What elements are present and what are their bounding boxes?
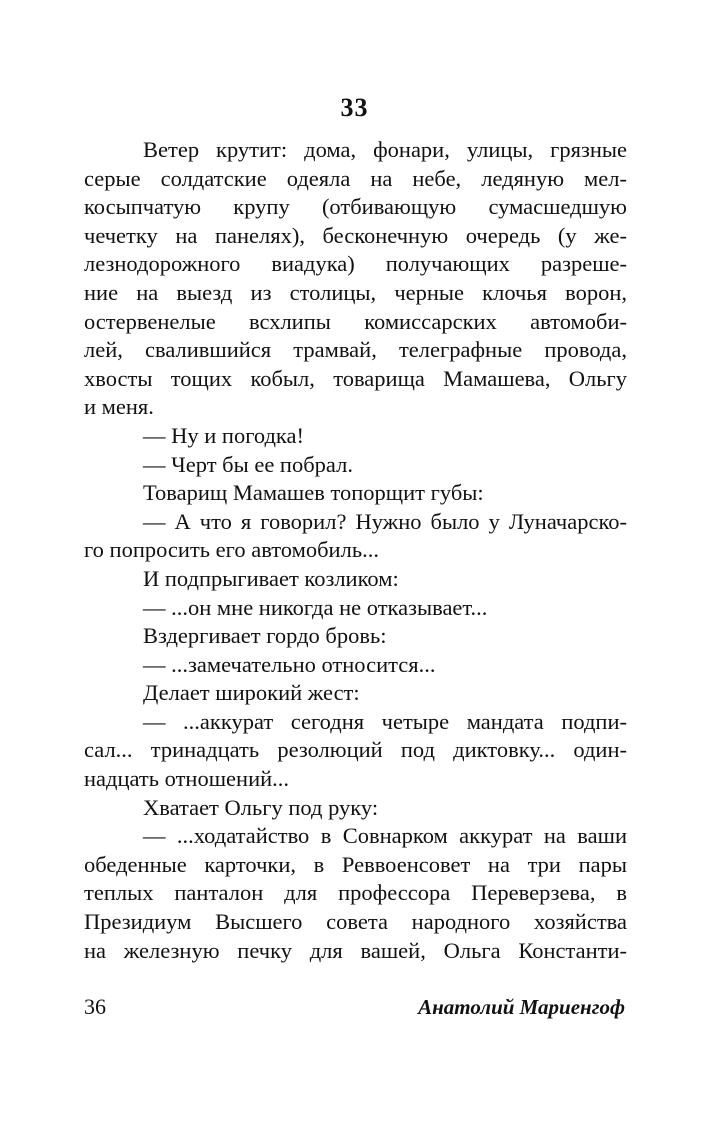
paragraph bbox=[84, 422, 627, 451]
text-line: на железную печку для вашей, Ольга Константи- bbox=[84, 937, 627, 963]
text-line: обеденные карточки, в Реввоенсовет на три пары bbox=[84, 851, 627, 877]
text-line: — ...аккурат сегодня четыре мандата подпи- bbox=[143, 708, 627, 734]
text-line: Хватает Ольгу под руку: bbox=[143, 794, 379, 820]
text-line: Ветер крутит: дома, фонари, улицы, грязные bbox=[143, 137, 627, 162]
paragraph bbox=[84, 822, 627, 965]
chapter-number: 33 bbox=[340, 93, 369, 122]
paragraph bbox=[84, 565, 627, 594]
text-line: го попросить его автомобиль... bbox=[84, 537, 379, 563]
text-line: лей, свалившийся трамвай, телеграфные провода, bbox=[84, 337, 627, 363]
text-line: чечетку на панелях), бесконечную очередь (у же- bbox=[84, 222, 627, 248]
page-number: 36 bbox=[84, 994, 106, 1019]
paragraph bbox=[84, 479, 627, 508]
text-line: серые солдатские одеяла на небе, ледяную мел- bbox=[84, 165, 627, 191]
text-line: теплых панталон для профессора Переверзева, в bbox=[84, 880, 627, 906]
text-line: Президиум Высшего совета народного хозяйства bbox=[84, 909, 627, 935]
text-line: и меня. bbox=[84, 394, 154, 420]
paragraph bbox=[84, 794, 627, 823]
text-line: лезнодорожного виадука) получающих разреше- bbox=[84, 251, 627, 277]
text-line: — ...замечательно относится... bbox=[143, 651, 436, 677]
text-line: — ...он мне никогда не отказывает... bbox=[143, 594, 488, 620]
paragraph bbox=[84, 451, 627, 480]
paragraph bbox=[84, 708, 627, 794]
body-text bbox=[84, 136, 627, 965]
text-line: косыпчатую крупу (отбивающую сумасшедшую bbox=[84, 194, 627, 220]
text-line: — А что я говорил? Нужно было у Луначарско- bbox=[143, 508, 627, 534]
paragraph bbox=[84, 136, 627, 422]
paragraph bbox=[84, 508, 627, 565]
text-line: надцать отношений... bbox=[84, 766, 290, 792]
paragraph bbox=[84, 594, 627, 623]
text-line: сал... тринадцать резолюций под диктовку... один- bbox=[84, 737, 627, 763]
paragraph bbox=[84, 622, 627, 651]
text-line: Делает широкий жест: bbox=[143, 680, 360, 706]
paragraph bbox=[84, 679, 627, 708]
text-line: ние на выезд из столицы, черные клочья ворон, bbox=[84, 279, 627, 305]
text-line: — Черт бы ее побрал. bbox=[143, 451, 353, 477]
text-line: И подпрыгивает козликом: bbox=[143, 565, 399, 591]
text-line: Вздергивает гордо бровь: bbox=[143, 623, 387, 649]
text-line: остервенелые всхлипы комиссарских автомоби- bbox=[84, 308, 627, 334]
text-line: Товарищ Мамашев топорщит губы: bbox=[143, 480, 484, 506]
text-line: хвосты тощих кобыл, товарища Мамашева, Ольгу bbox=[84, 365, 627, 391]
text-line: — ...ходатайство в Совнарком аккурат на ваши bbox=[143, 823, 627, 849]
paragraph bbox=[84, 651, 627, 680]
text-line: — Ну и погодка! bbox=[143, 422, 304, 448]
running-footer-author: Анатолий Мариенгоф bbox=[418, 995, 625, 1019]
